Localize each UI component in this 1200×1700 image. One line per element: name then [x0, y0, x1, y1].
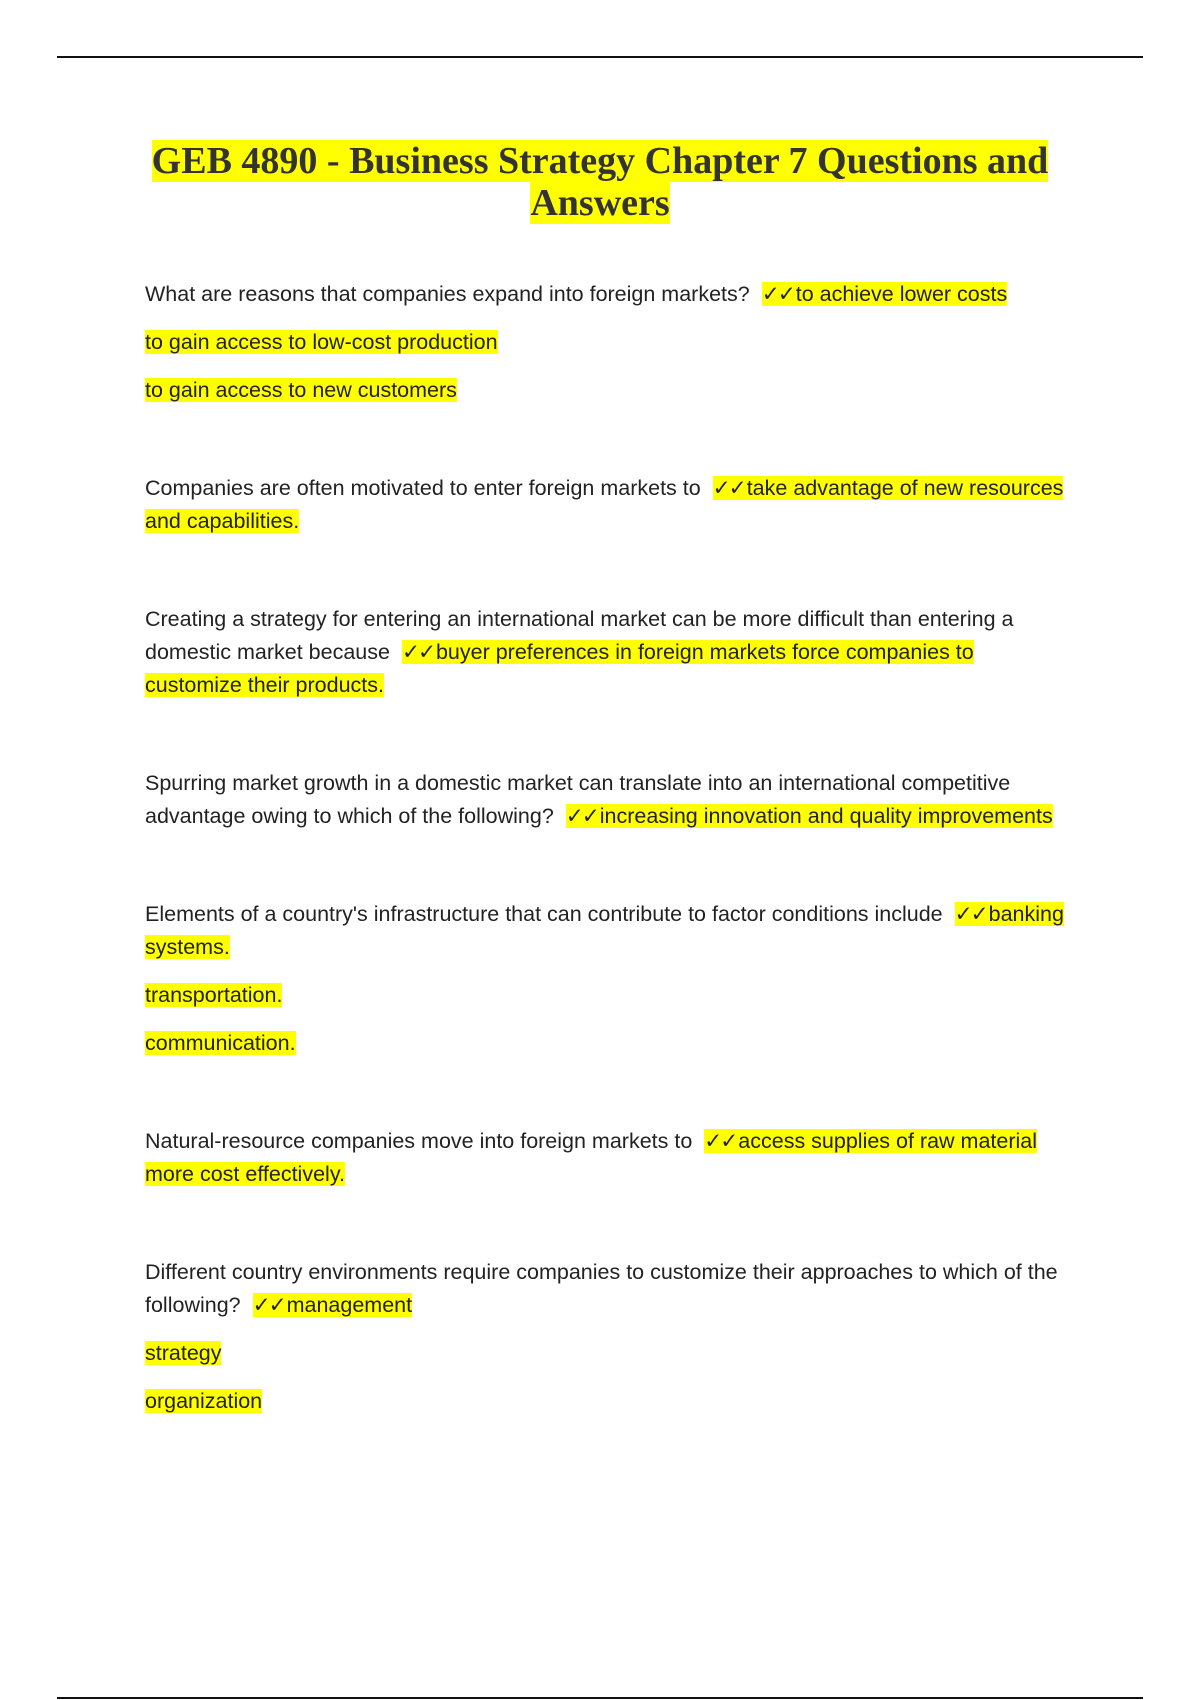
top-rule: [57, 56, 1143, 58]
check-mark-icon: ✓✓: [401, 640, 434, 664]
check-mark-icon: ✓✓: [761, 282, 794, 306]
qa-item-2: [145, 472, 1075, 538]
check-mark-icon: ✓✓: [252, 1293, 285, 1317]
question-text: Different country environments require companies to customize their approaches to which of the following?: [145, 1260, 1058, 1317]
answer-text: increasing innovation and quality improvements: [599, 804, 1053, 828]
answer-text: to achieve lower costs: [795, 282, 1008, 306]
question-text: Companies are often motivated to enter foreign markets to: [145, 476, 701, 500]
answer-text: access supplies of raw material more cost effectively.: [145, 1129, 1038, 1186]
document-title-text: GEB 4890 - Business Strategy Chapter 7 Questions and Answers: [151, 140, 1049, 224]
qa-item-3: [145, 603, 1075, 702]
bottom-rule: [57, 1697, 1143, 1699]
qa-item-4: [145, 767, 1075, 833]
check-mark-icon: ✓✓: [954, 902, 987, 926]
answer-extra: strategy: [145, 1341, 222, 1365]
document-title: [100, 140, 1100, 224]
question-text: Creating a strategy for entering an international market can be more difficult than entering a domestic market because: [145, 607, 1014, 664]
answer-extra: organization: [145, 1389, 263, 1413]
answer-extra: transportation.: [145, 983, 283, 1007]
answer-text: banking systems.: [145, 902, 1064, 959]
question-text: Spurring market growth in a domestic market can translate into an international competitive advantage owing to which of the following?: [145, 771, 1011, 828]
check-mark-icon: ✓✓: [704, 1129, 737, 1153]
answer-extra: communication.: [145, 1031, 296, 1055]
qa-list: [145, 278, 1075, 1483]
answer-extra: to gain access to low-cost production: [145, 330, 498, 354]
answer-text: take advantage of new resources and capabilities.: [145, 476, 1064, 533]
answer-text: buyer preferences in foreign markets force companies to customize their products.: [145, 640, 974, 697]
question-text: Natural-resource companies move into foreign markets to: [145, 1129, 693, 1153]
qa-item-5: [145, 898, 1075, 1060]
qa-item-6: [145, 1125, 1075, 1191]
answer-text: management: [286, 1293, 413, 1317]
qa-item-1: [145, 278, 1075, 407]
question-text: Elements of a country's infrastructure that can contribute to factor conditions include: [145, 902, 943, 926]
qa-item-7: [145, 1256, 1075, 1418]
check-mark-icon: ✓✓: [712, 476, 745, 500]
answer-extra: to gain access to new customers: [145, 378, 457, 402]
check-mark-icon: ✓✓: [565, 804, 598, 828]
question-text: What are reasons that companies expand into foreign markets?: [145, 282, 750, 306]
